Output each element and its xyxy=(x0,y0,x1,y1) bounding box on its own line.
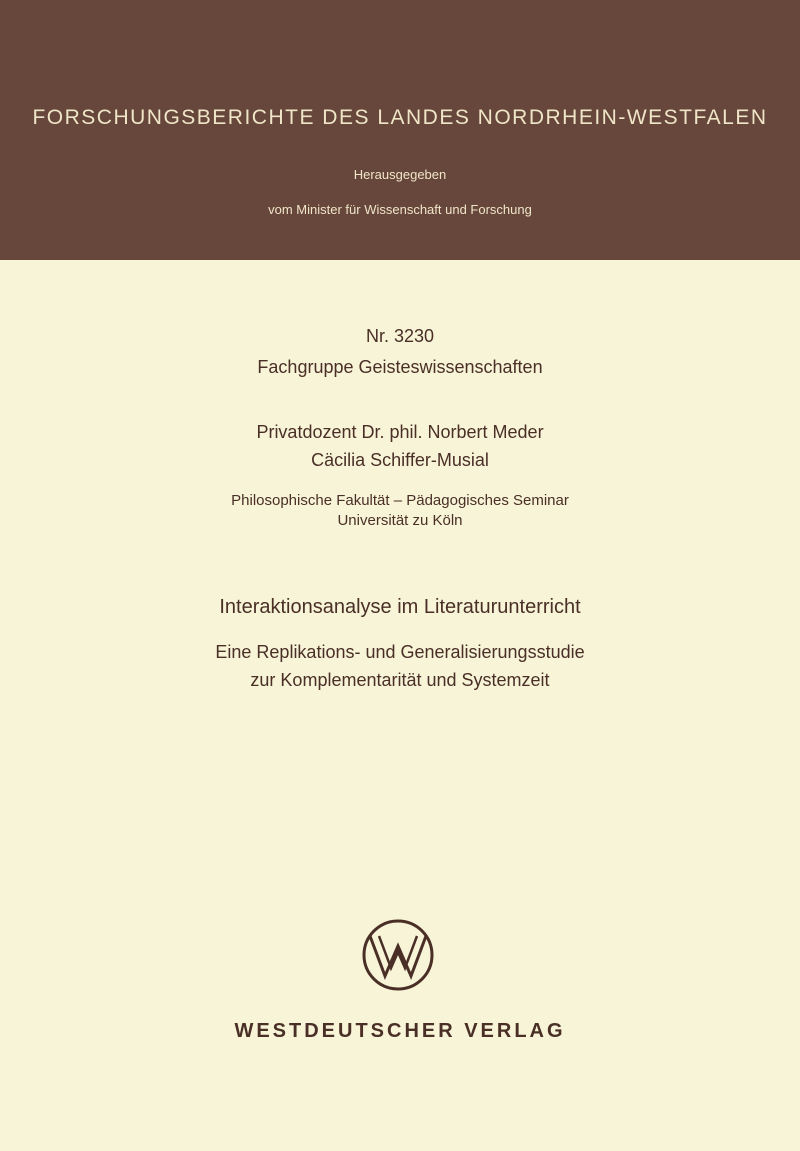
report-group: Fachgruppe Geisteswissenschaften xyxy=(257,357,543,377)
main-title: Interaktionsanalyse im Literaturunterricht xyxy=(219,596,581,618)
series-title: FORSCHUNGSBERICHTE DES LANDES NORDRHEIN-WESTFALEN xyxy=(32,106,768,129)
subtitle-line-1: Eine Replikations- und Generalisierungsstudie xyxy=(215,642,585,662)
subtitle-line-2: zur Komplementarität und Systemzeit xyxy=(250,670,550,690)
report-number: Nr. 3230 xyxy=(365,326,435,346)
header-band xyxy=(0,0,800,260)
publisher-name: WESTDEUTSCHER VERLAG xyxy=(234,1020,566,1042)
editor-line-2: vom Minister für Wissenschaft und Forschung xyxy=(268,202,532,217)
institution-line-2: Universität zu Köln xyxy=(337,512,463,529)
author-2: Cäcilia Schiffer-Musial xyxy=(311,450,489,470)
publisher-logo-icon xyxy=(361,918,435,992)
institution-line-1: Philosophische Fakultät – Pädagogisches Seminar xyxy=(231,492,569,509)
author-1: Privatdozent Dr. phil. Norbert Meder xyxy=(256,422,544,442)
editor-line-1: Herausgegeben xyxy=(353,167,447,182)
